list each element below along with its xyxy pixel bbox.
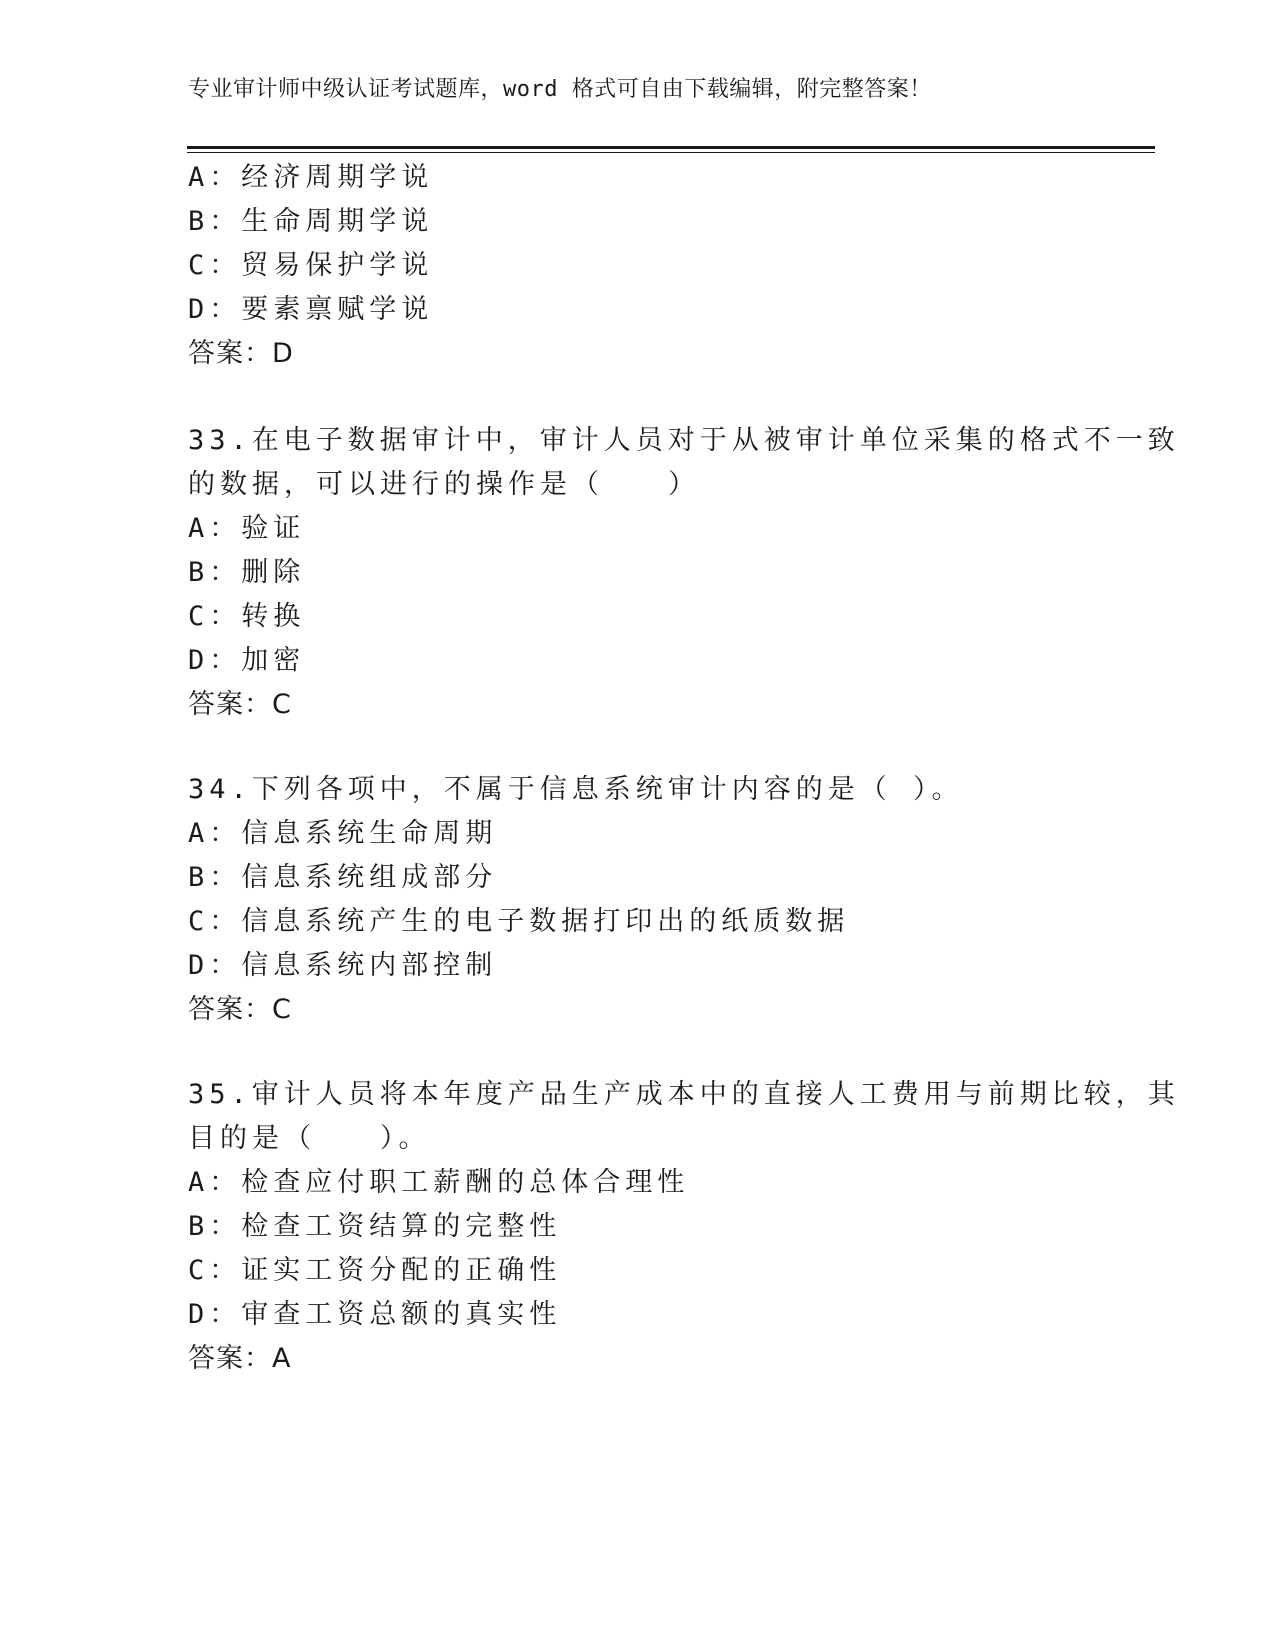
header-divider-thin <box>187 152 1155 153</box>
answer-line: 答案：A <box>188 1343 292 1374</box>
question-text: 35.审计人员将本年度产品生产成本中的直接人工费用与前期比较，其 <box>188 1079 1180 1110</box>
option-b: B：删除 <box>188 557 306 588</box>
option-c: C：证实工资分配的正确性 <box>188 1255 562 1286</box>
option-d: D：要素禀赋学说 <box>188 294 434 325</box>
answer-line: 答案：D <box>188 338 294 369</box>
option-d: D：信息系统内部控制 <box>188 950 498 981</box>
option-c: C：贸易保护学说 <box>188 250 434 281</box>
header-divider-thick <box>187 146 1155 149</box>
question-text: 34.下列各项中，不属于信息系统审计内容的是（ ）。 <box>188 774 964 805</box>
answer-line: 答案：C <box>188 689 292 720</box>
option-d: D：加密 <box>188 645 306 676</box>
question-text: 目的是（ ）。 <box>188 1123 431 1154</box>
option-a: A：经济周期学说 <box>188 162 434 193</box>
option-a: A：验证 <box>188 513 306 544</box>
option-c: C：转换 <box>188 601 306 632</box>
answer-line: 答案：C <box>188 994 292 1025</box>
option-a: A：信息系统生命周期 <box>188 818 498 849</box>
option-a: A：检查应付职工薪酬的总体合理性 <box>188 1167 690 1198</box>
question-text: 33.在电子数据审计中，审计人员对于从被审计单位采集的格式不一致 <box>188 425 1180 456</box>
option-d: D：审查工资总额的真实性 <box>188 1299 562 1330</box>
question-text: 的数据，可以进行的操作是（ ） <box>188 469 700 500</box>
option-b: B：检查工资结算的完整性 <box>188 1211 562 1242</box>
option-b: B：生命周期学说 <box>188 206 434 237</box>
option-b: B：信息系统组成部分 <box>188 862 498 893</box>
page-header: 专业审计师中级认证考试题库，word 格式可自由下载编辑，附完整答案！ <box>188 77 932 102</box>
option-c: C：信息系统产生的电子数据打印出的纸质数据 <box>188 906 850 937</box>
